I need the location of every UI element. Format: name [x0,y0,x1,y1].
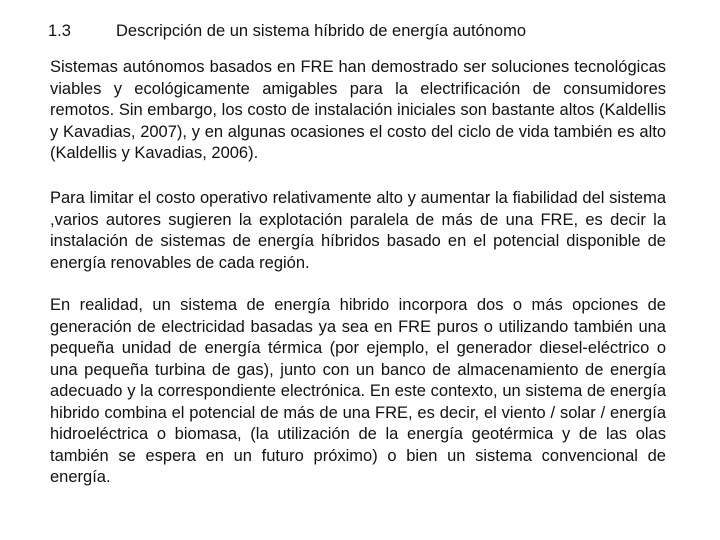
section-heading [48,20,526,42]
section-title: Descripción de un sistema híbrido de energía autónomo [116,22,526,40]
paragraph-1: Sistemas autónomos basados en FRE han demostrado ser soluciones tecnológicas viables y ecológicamente amigables para la electrificación de consumidores remotos. Sin embargo, los costo de instalación iniciales son bastante altos (Kaldellis y Kavadias, 2007), y en algunas ocasiones el costo del ciclo de vida también es alto (Kaldellis y Kavadias, 2006). [50,58,666,162]
paragraph-3: En realidad, un sistema de energía hibrido incorpora dos o más opciones de generación de electricidad basadas ya sea en FRE puros o utilizando también una pequeña unidad de energía térmica (por ejemplo, el generador diesel-eléctrico o una pequeña turbina de gas), junto con un banco de almacenamiento de energía adecuado y la correspondiente electrónica. En este contexto, un sistema de energía hibrido combina el potencial de más de una FRE, es decir, el viento / solar / energía hidroeléctrica o biomasa, (la utilización de la energía geotérmica y de las olas también se espera en un futuro próximo) o bien un sistema convencional de energía. [50,296,666,486]
paragraph-2: Para limitar el costo operativo relativamente alto y aumentar la fiabilidad del sistema ,varios autores sugieren la explotación paralela de más de una FRE, es decir la instalación de sistemas de energía híbridos basado en el potencial disponible de energía renovables de cada región. [50,189,666,272]
section-number: 1.3 [48,22,71,40]
